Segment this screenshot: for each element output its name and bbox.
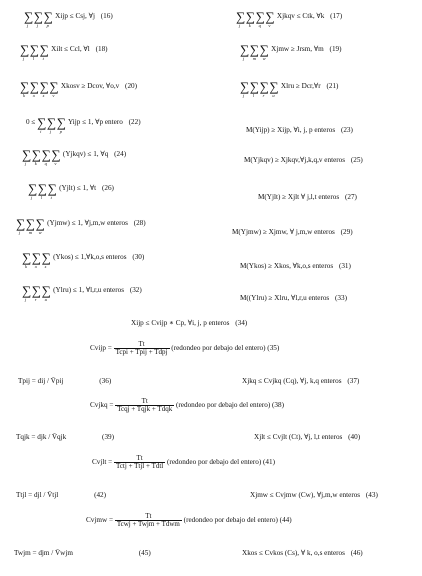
equation-number: (23): [340, 126, 353, 134]
equation-20: [20, 79, 138, 98]
sum-symbols: ∑ j ∑ l ∑ t: [28, 181, 57, 200]
equation-number: (36): [99, 377, 112, 385]
equation-text: Tqjk = djk / V̄qjk: [16, 433, 67, 441]
equation-40: [254, 434, 360, 441]
equation-number: (44): [279, 516, 292, 525]
equation-number: (18): [95, 45, 108, 54]
fraction-lhs: Cvjlt =: [92, 458, 113, 467]
equation-text: Xlru ≥ Dcr,∀r: [280, 82, 321, 91]
equation-number: (42): [94, 491, 107, 499]
equation-text: (Yjkqv) ≤ 1, ∀q: [62, 150, 109, 159]
equation-36: [18, 378, 111, 385]
equation-text: M(Yjmw) ≥ Xjmw, ∀ j,m,w enteros: [232, 228, 335, 236]
equation-number: (41): [263, 458, 276, 467]
sum-symbols: ∑ k ∑ o ∑ s: [22, 250, 51, 269]
fraction-note: (redondeo por debajo del entero): [167, 458, 262, 467]
fraction-lhs: Cvijp =: [90, 344, 112, 353]
equation-text: Xjkqv ≤ Ctk, ∀k: [276, 12, 325, 21]
equation-37: [242, 378, 359, 385]
equation-text: M((Ylru) ≥ Xlru, ∀l,r,u enteros: [240, 294, 330, 302]
equation-text: M(Yjlt) ≥ Xjlt ∀ j,l,t enteros: [258, 193, 340, 201]
equation-text: Ttjl = djl / V̄tjl: [16, 491, 59, 499]
equation-21: [240, 79, 339, 98]
equation-text: (Yjlt) ≤ 1, ∀t: [59, 184, 97, 193]
fraction: [115, 513, 182, 528]
fraction-lhs: Cvjmw =: [86, 516, 114, 525]
equation-number: (21): [326, 82, 339, 91]
equation-number: (46): [350, 549, 363, 557]
equation-29: [232, 229, 353, 236]
equation-31: [240, 263, 351, 270]
equation-text: (Ykos) ≤ 1,∀k,o,s enteros: [53, 253, 127, 262]
equation-33: [240, 295, 347, 302]
equation-number: (16): [100, 12, 113, 21]
equation-22: [26, 115, 141, 134]
fraction-denominator: Tcqj + Tqjk + Tdqk: [117, 405, 173, 413]
equation-number: (45): [138, 549, 151, 557]
equation-text: Xkosv ≥ Dcov, ∀o,v: [60, 82, 120, 91]
equation-number: (28): [133, 219, 146, 228]
fraction-numerator: Tt: [114, 341, 170, 349]
equation-text: M(Yijp) ≥ Xijp, ∀i, j, p enteros: [246, 126, 336, 134]
sum-symbols: ∑ j ∑ r ∑ u: [22, 283, 51, 302]
equation-number: (38): [272, 401, 284, 410]
fraction-note: (redondeo por debajo del entero): [183, 516, 278, 525]
equation-prefix: 0 ≤: [26, 118, 36, 127]
equation-text: Tpij = dij / V̄pij: [18, 377, 64, 385]
equation-41: [92, 455, 275, 470]
equation-42: [16, 492, 106, 499]
sum-symbols: ∑ j ∑ m ∑ w: [16, 216, 45, 235]
fraction-numerator: Tt: [115, 398, 174, 406]
fraction-denominator: Tcpi + Tpij + Tdpj: [115, 348, 168, 356]
equation-number: (27): [344, 193, 357, 201]
equation-text: Xijp ≤ Cvijp ∗ Cp, ∀i, j, p enteros: [131, 319, 230, 327]
equation-34: [131, 320, 247, 327]
equation-23: [246, 127, 353, 134]
equation-text: (Ylru) ≤ 1, ∀l,r,u enteros: [53, 286, 125, 295]
fraction: [114, 455, 165, 470]
equation-text: Xjkq ≤ Cvjkq (Cq), ∀j, k,q enteros: [242, 377, 342, 385]
equation-number: (40): [348, 433, 361, 441]
sum-symbols: ∑ j ∑ k ∑ q ∑ v: [22, 147, 61, 166]
equation-45: [14, 550, 151, 557]
equation-number: (33): [335, 294, 348, 302]
equation-35: [90, 341, 279, 356]
equation-44: [86, 513, 292, 528]
equation-number: (39): [102, 433, 115, 441]
equation-number: (31): [338, 262, 351, 270]
equation-38: [90, 398, 284, 413]
equation-18: [20, 42, 108, 61]
equation-text: M(Yjkqv) ≥ Xjkqv,∀j,k,q,v enteros: [244, 156, 346, 164]
fraction-lhs: Cvjkq =: [90, 401, 114, 410]
equation-number: (24): [114, 150, 127, 159]
equation-text: Xjmw ≤ Cvjmw (Cw), ∀j,m,w enteros: [250, 491, 361, 499]
fraction: [114, 341, 170, 356]
equation-number: (26): [101, 184, 114, 193]
sum-symbols: ∑ k ∑ o ∑ s ∑ v: [20, 79, 59, 98]
fraction-note: (redondeo por debajo del entero): [176, 401, 271, 410]
equation-25: [244, 157, 363, 164]
fraction-denominator: Tcwj + Twjm + Tdwm: [116, 520, 180, 528]
equation-number: (43): [365, 491, 378, 499]
equation-text: Twjm = djm / V̄wjm: [14, 549, 73, 557]
sum-symbols: ∑ j ∑ l ∑ t: [20, 42, 49, 61]
equation-39: [16, 434, 114, 441]
equation-number: (35): [267, 344, 280, 353]
equation-number: (30): [132, 253, 145, 262]
equation-text: M(Ykos) ≥ Xkos, ∀k,o,s enteros: [240, 262, 334, 270]
equation-26: [28, 181, 114, 200]
equation-number: (37): [347, 377, 360, 385]
sum-symbols: ∑ j ∑ m ∑ w: [240, 42, 269, 61]
equation-24: [22, 147, 127, 166]
equation-text: Xkos ≤ Cvkos (Cs), ∀ k, o,s enteros: [242, 549, 345, 557]
equation-text: Xilt ≤ Ccl, ∀l: [51, 45, 90, 54]
equation-number: (22): [128, 118, 141, 127]
sum-symbols: ∑ j ∑ k ∑ q ∑ v: [236, 9, 275, 28]
equation-17: [236, 9, 343, 28]
equation-number: (25): [350, 156, 363, 164]
equation-number: (17): [330, 12, 343, 21]
sum-symbols: ∑ j ∑ j ∑ p: [24, 9, 53, 28]
equation-text: Xjlt ≤ Cvjlt (Ct), ∀j, l,t enteros: [254, 433, 343, 441]
fraction: [115, 398, 174, 413]
equation-19: [240, 42, 342, 61]
equation-number: (29): [340, 228, 353, 236]
equation-number: (32): [129, 286, 142, 295]
equation-number: (19): [329, 45, 342, 54]
sum-symbols: ∑ i ∑ j ∑ p: [37, 115, 66, 134]
equation-text: Xjmw ≥ Jrsm, ∀m: [271, 45, 324, 54]
fraction-numerator: Tt: [114, 455, 165, 463]
equation-28: [16, 216, 146, 235]
equation-32: [22, 283, 142, 302]
fraction-denominator: Tctj + Ttjl + Tdtl: [116, 462, 164, 470]
fraction-numerator: Tt: [115, 513, 182, 521]
equation-text: (Yjmw) ≤ 1, ∀j,m,w enteros: [47, 219, 128, 228]
equation-number: (20): [125, 82, 138, 91]
equation-text: Xijp ≤ Csj, ∀j: [55, 12, 95, 21]
equation-text: Yijp ≤ 1, ∀p entero: [68, 118, 123, 127]
sum-symbols: ∑ j ∑ l ∑ r ∑ u: [240, 79, 279, 98]
equation-27: [258, 194, 357, 201]
equation-30: [22, 250, 145, 269]
fraction-note: (redondeo por debajo del entero): [171, 344, 266, 353]
equation-16: [24, 9, 113, 28]
equation-number: (34): [235, 319, 248, 327]
equation-43: [250, 492, 378, 499]
equation-46: [242, 550, 363, 557]
